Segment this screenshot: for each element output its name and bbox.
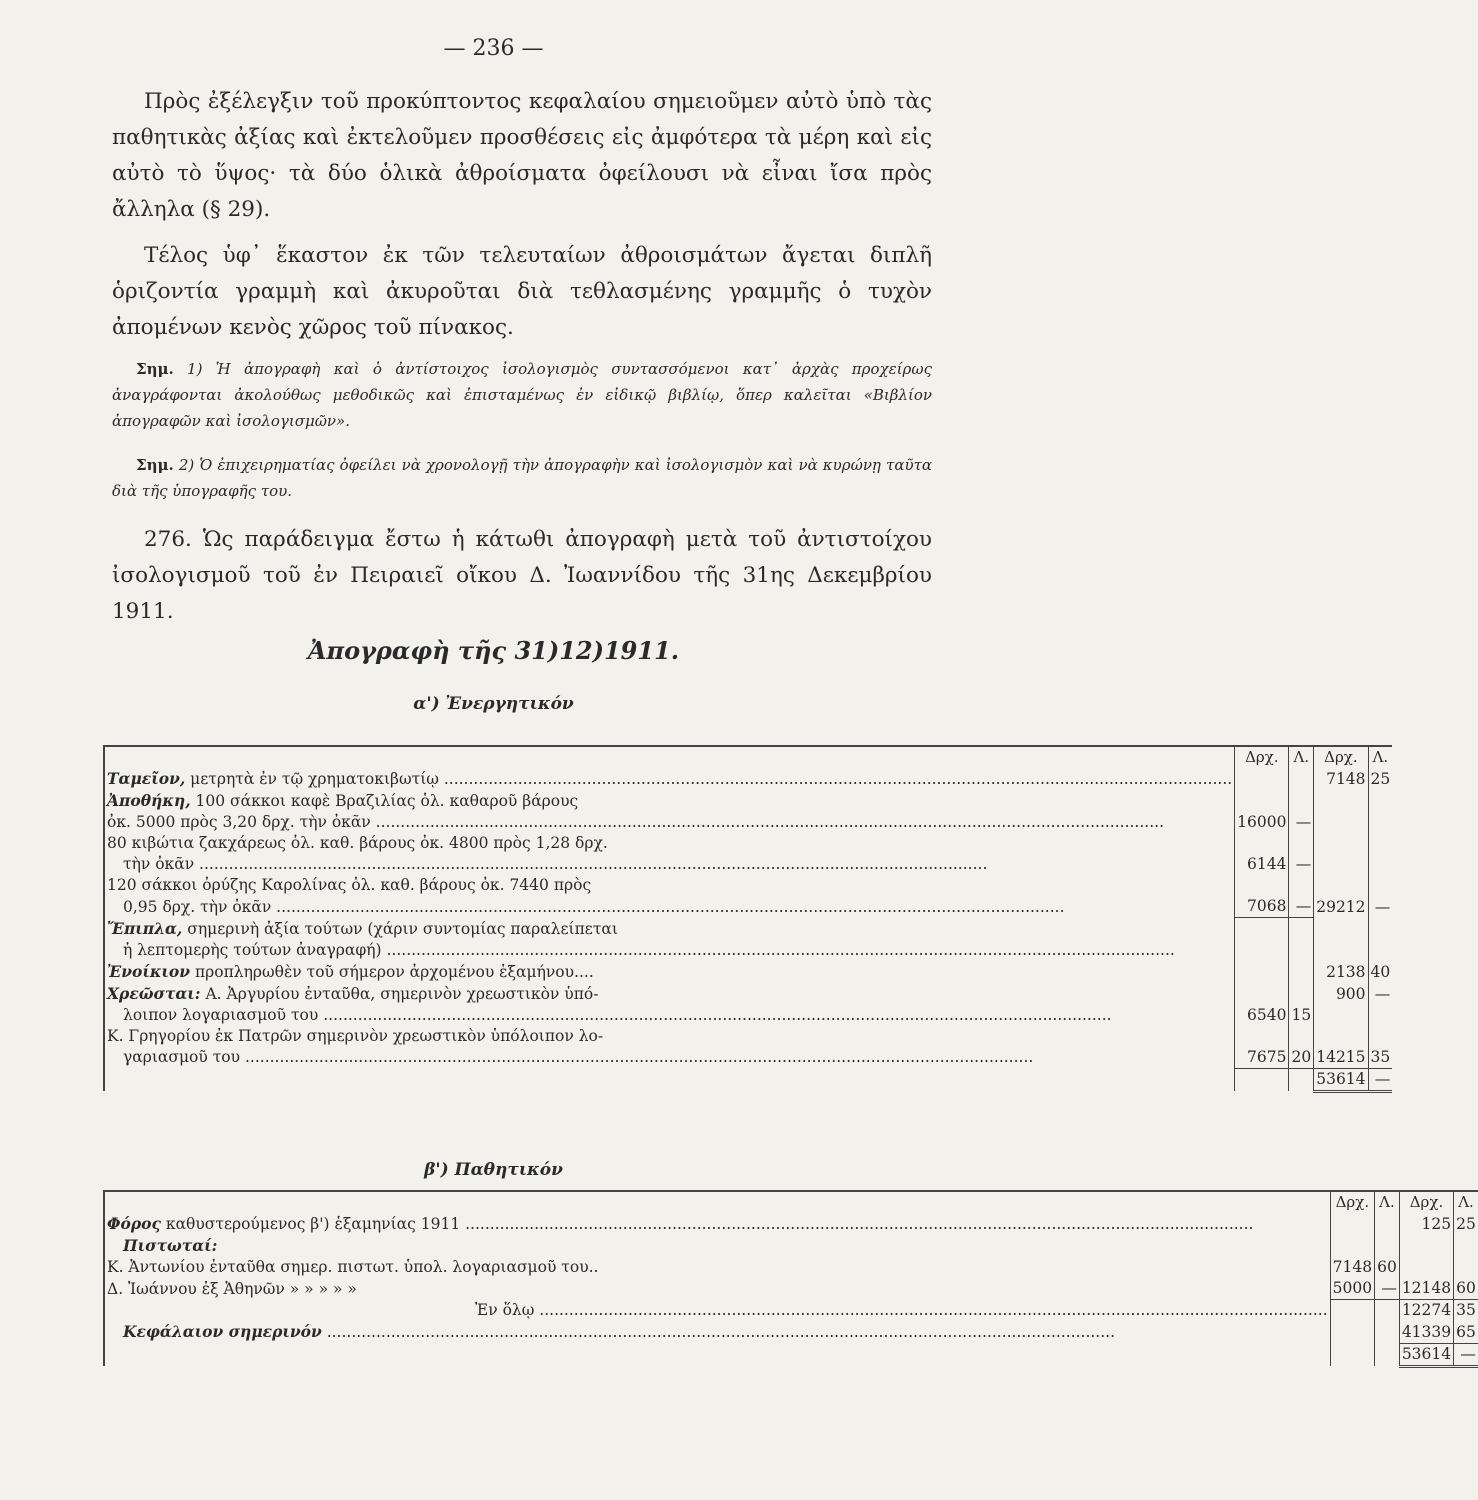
amount-cell: 7068 bbox=[1235, 896, 1289, 918]
table-total-row bbox=[104, 1068, 1392, 1091]
table-row bbox=[104, 1321, 1478, 1343]
amount-cell: 41339 bbox=[1399, 1321, 1453, 1343]
note-1-text: 1) Ἡ ἀπογραφὴ καὶ ὁ ἀντίστοιχος ἰσολογισμὸς συντασσόμενοι κατ᾽ ἀρχὰς προχείρως ἀναγράφονται ἀκολούθως μεθοδικῶς καὶ ἐπισταμένως ἐν εἰδικῷ βιβλίῳ, ὅπερ καλεῖται «Βιβλίον ἀπογραφῶν καὶ ἰσολογισμῶν». bbox=[112, 360, 932, 430]
amount-cell: 12274 bbox=[1399, 1300, 1453, 1322]
table-row bbox=[104, 896, 1392, 918]
total-amount: 53614 bbox=[1399, 1343, 1453, 1366]
lepta-cell: 25 bbox=[1368, 768, 1392, 790]
page-number: — 236 — bbox=[443, 36, 544, 61]
lepta-cell: 65 bbox=[1454, 1321, 1478, 1343]
table-row bbox=[104, 1005, 1392, 1026]
table-row bbox=[104, 940, 1392, 961]
row-text: ὀκ. 5000 πρὸς 3,20 δρχ. τὴν ὀκᾶν bbox=[107, 813, 371, 831]
table-row bbox=[104, 1257, 1478, 1278]
lepta-cell: 25 bbox=[1454, 1213, 1478, 1235]
col-header: Λ. bbox=[1368, 746, 1392, 768]
total-amount: 53614 bbox=[1314, 1068, 1368, 1091]
row-label: Ἐνοίκιον bbox=[107, 961, 191, 981]
note-2-text: 2) Ὁ ἐπιχειρηματίας ὀφείλει νὰ χρονολογῇ τὴν ἀπογραφὴν καὶ ἰσολογισμὸν καὶ νὰ κυρώνῃ ταῦτα διὰ τῆς ὑπογραφῆς του. bbox=[112, 456, 932, 500]
col-header: Δρχ. bbox=[1399, 1191, 1453, 1213]
table-row bbox=[104, 1213, 1478, 1235]
amount-cell: 900 bbox=[1314, 983, 1368, 1005]
amount-cell: 7675 bbox=[1235, 1047, 1289, 1069]
table-row bbox=[104, 854, 1392, 875]
row-text: 80 κιβώτια ζακχάρεως ὁλ. καθ. βάρους ὀκ. 4800 πρὸς 1,28 δρχ. bbox=[107, 834, 608, 852]
row-text: ἡ λεπτομερὴς τούτων ἀναγραφή) bbox=[123, 940, 382, 959]
table-row bbox=[104, 1300, 1478, 1322]
col-header: Δρχ. bbox=[1235, 746, 1289, 768]
row-text: Κ. Γρηγορίου ἐκ Πατρῶν σημερινὸν χρεωστικὸν ὑπόλοιπον λο- bbox=[107, 1026, 604, 1045]
lepta-cell: 20 bbox=[1289, 1047, 1314, 1069]
table-row bbox=[104, 983, 1392, 1005]
total-lepta: — bbox=[1368, 1068, 1392, 1091]
row-label: Κεφάλαιον σημερινόν bbox=[123, 1322, 322, 1341]
amount-cell: 6144 bbox=[1235, 854, 1289, 875]
inventory-title: Ἀπογραφὴ τῆς 31)12)1911. bbox=[307, 636, 680, 665]
lepta-cell: 35 bbox=[1454, 1300, 1478, 1322]
amount-cell: 14215 bbox=[1314, 1047, 1368, 1069]
table-row bbox=[104, 1278, 1478, 1300]
col-header: Δρχ. bbox=[1330, 1191, 1374, 1213]
lepta-cell: — bbox=[1375, 1278, 1400, 1300]
note-1 bbox=[112, 356, 932, 434]
row-label: Φόρος bbox=[107, 1214, 161, 1233]
assets-title: α') Ἐνεργητικόν bbox=[413, 694, 574, 714]
total-lepta: — bbox=[1454, 1343, 1478, 1366]
table-row bbox=[104, 961, 1392, 983]
lepta-cell: — bbox=[1368, 896, 1392, 918]
row-text: καθυστερούμενος β') ἑξαμηνίας 1911 bbox=[165, 1215, 461, 1233]
row-label: Χρεῶσται: bbox=[107, 983, 201, 1003]
lepta-cell: — bbox=[1289, 854, 1314, 875]
lepta-cell: 35 bbox=[1368, 1047, 1392, 1069]
table-header-row bbox=[104, 746, 1392, 768]
table-row bbox=[104, 812, 1392, 833]
row-label: Ἔπιπλα, bbox=[107, 918, 183, 938]
row-text: γαριασμοῦ του bbox=[123, 1048, 241, 1066]
row-text: 120 σάκκοι ὀρύζης Καρολίνας ὁλ. καθ. βάρους ὀκ. 7440 πρὸς bbox=[107, 876, 592, 894]
paragraph-1: Πρὸς ἐξέλεγξιν τοῦ προκύπτοντος κεφαλαίου σημειοῦμεν αὐτὸ ὑπὸ τὰς παθητικὰς ἀξίας καὶ ἐκτελοῦμεν προσθέσεις εἰς ἀμφότερα τὰ μέρη καὶ εἰς αὐτὸ τὸ ὕψος· τὰ δύο ὁλικὰ ἀθροίσματα ὀφείλουσι νὰ εἶναι ἴσα πρὸς ἄλληλα (§ 29). bbox=[112, 89, 932, 222]
lepta-cell: — bbox=[1289, 812, 1314, 833]
note-2-label: Σημ. bbox=[136, 456, 174, 474]
row-text: Κ. Ἀντωνίου ἐνταῦθα σημερ. πιστωτ. ὑπολ. λογαριασμοῦ του.. bbox=[107, 1258, 599, 1276]
table-row bbox=[104, 875, 1392, 896]
amount-cell: 6540 bbox=[1235, 1005, 1289, 1026]
table-row bbox=[104, 790, 1392, 812]
row-text: σημερινὴ ἀξία τούτων (χάριν συντομίας παραλείπεται bbox=[187, 919, 618, 938]
amount-cell: 7148 bbox=[1330, 1257, 1374, 1278]
lepta-cell: — bbox=[1289, 896, 1314, 918]
row-label: Ἀποθήκη, bbox=[107, 791, 191, 810]
lepta-cell: 60 bbox=[1454, 1278, 1478, 1300]
row-label: Πιστωταί: bbox=[123, 1236, 218, 1255]
col-header: Δρχ. bbox=[1314, 746, 1368, 768]
lepta-cell: 60 bbox=[1375, 1257, 1400, 1278]
row-text: λοιπον λογαριασμοῦ του bbox=[123, 1005, 319, 1024]
note-2 bbox=[112, 452, 932, 504]
col-header: Λ. bbox=[1375, 1191, 1400, 1213]
row-text: 100 σάκκοι καφὲ Βραζιλίας ὁλ. καθαροῦ βάρους bbox=[195, 792, 579, 810]
col-header: Λ. bbox=[1454, 1191, 1478, 1213]
amount-cell: 2138 bbox=[1314, 961, 1368, 983]
amount-cell: 125 bbox=[1399, 1213, 1453, 1235]
row-text: προπληρωθὲν τοῦ σήμερον ἀρχομένου ἑξαμήνου.... bbox=[194, 962, 594, 981]
amount-cell: 7148 bbox=[1314, 768, 1368, 790]
row-text: τὴν ὀκᾶν bbox=[123, 855, 195, 873]
row-text: Δ. Ἰωάννου ἐξ Ἀθηνῶν » » » » » bbox=[107, 1279, 357, 1298]
amount-cell: 12148 bbox=[1399, 1278, 1453, 1300]
table-header-row bbox=[104, 1191, 1478, 1213]
row-text: Α. Ἀργυρίου ἐνταῦθα, σημερινὸν χρεωστικὸν ὑπό- bbox=[205, 984, 599, 1003]
table-row bbox=[104, 1235, 1478, 1257]
row-text: μετρητὰ ἐν τῷ χρηματοκιβωτίῳ bbox=[190, 770, 439, 788]
amount-cell: 5000 bbox=[1330, 1278, 1374, 1300]
table-row bbox=[104, 1026, 1392, 1047]
table-row bbox=[104, 768, 1392, 790]
amount-cell: 29212 bbox=[1314, 896, 1368, 918]
row-text: Ἐν ὅλῳ bbox=[475, 1301, 535, 1319]
paragraph-2: Τέλος ὑφ᾽ ἕκαστον ἐκ τῶν τελευταίων ἀθροισμάτων ἄγεται διπλῆ ὁριζοντία γραμμὴ καὶ ἀκυροῦται διὰ τεθλασμένης γραμμῆς ὁ τυχὸν ἀπομένων κενὸς χῶρος τοῦ πίνακος. bbox=[112, 243, 932, 340]
table-row bbox=[104, 918, 1392, 940]
lepta-cell: 40 bbox=[1368, 961, 1392, 983]
paragraph-3: 276. Ὡς παράδειγμα ἔστω ἡ κάτωθι ἀπογραφὴ μετὰ τοῦ ἀντιστοίχου ἰσολογισμοῦ τοῦ ἐν Πειραιεῖ οἴκου Δ. Ἰωαννίδου τῆς 31ης Δεκεμβρίου 1911. bbox=[112, 527, 932, 624]
table-row bbox=[104, 833, 1392, 854]
amount-cell: 16000 bbox=[1235, 812, 1289, 833]
table-total-row bbox=[104, 1343, 1478, 1366]
assets-table bbox=[103, 745, 1392, 1093]
note-1-label: Σημ. bbox=[136, 360, 174, 378]
liabilities-table bbox=[103, 1190, 1478, 1368]
row-text: 0,95 δρχ. τὴν ὀκᾶν bbox=[123, 897, 272, 916]
table-row bbox=[104, 1047, 1392, 1069]
col-header: Λ. bbox=[1289, 746, 1314, 768]
lepta-cell: 15 bbox=[1289, 1005, 1314, 1026]
liabilities-title: β') Παθητικόν bbox=[424, 1160, 563, 1180]
lepta-cell: — bbox=[1368, 983, 1392, 1005]
row-label: Ταμεῖον, bbox=[107, 769, 186, 788]
